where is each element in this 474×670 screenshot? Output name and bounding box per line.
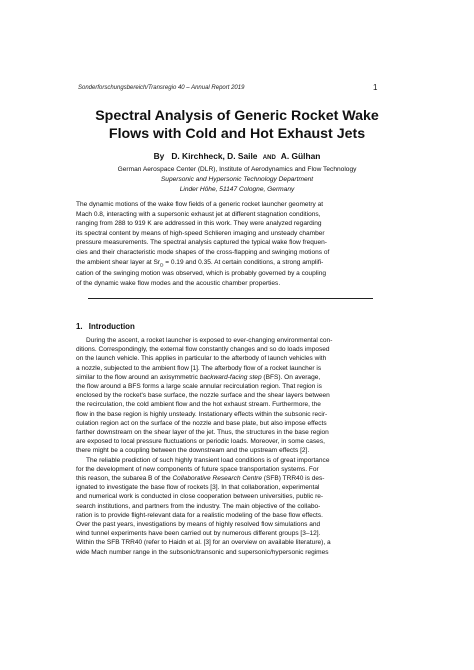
body-line: culation region act on the surface of the nozzle and base plate, but also impose effects xyxy=(76,419,327,427)
paper-title xyxy=(40,107,434,143)
title-line-1: Spectral Analysis of Generic Rocket Wake xyxy=(95,108,379,124)
body-line: ration is to provide flight-relevant data for a realistic modeling of the base flow effects. xyxy=(76,511,323,519)
body-line: a nozzle, subjected to the ambient flow [1]. The afterbody flow of a rocket launcher is xyxy=(76,364,322,372)
body-line: enclosed by the rocket's base surface, the nozzle surface and the shear layers between xyxy=(76,392,330,400)
affiliation-line-1: German Aerospace Center (DLR), Institute of Aerodynamics and Flow Technology xyxy=(117,166,357,173)
author-by: By xyxy=(153,151,165,161)
body-line: the flow around a BFS forms a large scale annular recirculation region. That region is xyxy=(76,383,322,391)
body-line: Over the past years, investigations by means of highly resolved flow simulations and xyxy=(76,521,321,529)
body-line: farther downstream on the shear layer of the jet. Thus, the structures in the base region xyxy=(76,429,329,437)
section-number: 1. xyxy=(76,322,83,331)
abstract-line: Mach 0.8, interacting with a supersonic exhaust jet at different stagnation conditions, xyxy=(76,210,321,218)
abstract-line: its spectral content by means of high-speed Schlieren imaging and unsteady chamber xyxy=(76,229,325,237)
body-line: are exposed to local pressure fluctuations or periodic loads. Moreover, in some cases, xyxy=(76,438,325,446)
body-line: During the ascent, a rocket launcher is exposed to ever-changing environmental con- xyxy=(86,337,333,344)
title-line-2: Flows with Cold and Hot Exhaust Jets xyxy=(108,126,366,142)
body-line: search institutions, and partners from the industry. The main objective of the collabo- xyxy=(76,502,321,510)
abstract-line xyxy=(76,258,401,270)
section-heading xyxy=(76,322,135,331)
affiliation-line-2: Supersonic and Hypersonic Technology Department xyxy=(160,175,314,183)
body-line: and numerical work is conducted in close cooperation between universities, public re- xyxy=(76,493,324,501)
body-text: this reason, the subarea B of the xyxy=(76,475,173,483)
body-line: Within the SFB TRR40 (refer to Haidn et al. [3] for an overview on available literature), a xyxy=(76,539,331,547)
body-line: The reliable prediction of such highly transient load conditions is of great importance xyxy=(86,456,330,464)
body-line: the recirculation, the cold ambient flow and the hot exhaust stream. Furthermore, the xyxy=(76,401,321,409)
author-and: AND xyxy=(262,155,276,161)
abstract-line: The dynamic motions of the wake flow fields of a generic rocket launcher geometry at xyxy=(76,201,324,208)
body-line: there might be a coupling between the downstream and the upstream effects [2]. xyxy=(76,447,310,455)
author-names-a: D. Kirchheck, D. Saile xyxy=(171,151,258,161)
body-line: on the launch vehicle. This applies in particular to the afterbody of launch vehicles with xyxy=(76,355,327,363)
abstract-line: ranging from 288 to 919 K are addressed in this work. They were analyzed regarding xyxy=(76,220,322,228)
section-title: Introduction xyxy=(88,322,135,331)
body-line: flow in the base region is highly unsteady. Instationary effects within the subsonic recir- xyxy=(76,410,328,418)
body-line: ignated to investigate the base flow of rockets [3]. In that collaboration, experimental xyxy=(76,484,320,492)
abstract-line: of the dynamic wake flow modes and the acoustic chamber properties. xyxy=(76,280,281,288)
body-text: similar to the flow around an axisymmetric xyxy=(76,373,200,381)
section-body xyxy=(76,336,401,557)
subscript-d: D xyxy=(160,261,164,267)
page-number: 1 xyxy=(373,83,378,92)
body-italic: backward-facing step xyxy=(199,373,262,381)
affiliation-line-3: Linder Höhe, 51147 Cologne, Germany xyxy=(179,185,295,193)
abstract xyxy=(76,200,401,289)
section-divider xyxy=(88,298,373,299)
body-line: for the development of new components of future space transportation systems. For xyxy=(76,465,319,473)
body-line xyxy=(76,474,401,483)
body-italic: Collaborative Research Centre xyxy=(172,475,262,483)
abstract-text: the ambient shear layer at Sr xyxy=(76,258,161,266)
body-text: (BFS). On average, xyxy=(261,373,321,381)
author-line xyxy=(40,151,434,161)
abstract-line: cation of the swinging motion was observed, which is probably governed by a coupling xyxy=(76,270,327,278)
abstract-line: pressure measurements. The spectral analysis captured the typical wake flow frequen- xyxy=(76,239,327,247)
abstract-text: = 0.19 and 0.35. At certain conditions, a strong amplifi- xyxy=(163,258,324,266)
running-head: Sonderforschungsbereich/Transregio 40 – Annual Report 2019 xyxy=(78,85,245,91)
body-text: (SFB) TRR40 is des- xyxy=(261,475,325,483)
affiliation xyxy=(40,165,434,194)
abstract-line: cies and their characteristic mode shapes of the cross-flapping and swinging motions of xyxy=(76,248,330,256)
body-line: wide Mach number range in the subsonic/transonic and supersonic/hypersonic regimes xyxy=(76,548,329,556)
body-line: wind tunnel experiments have been carried out by numerous different groups [3–12]. xyxy=(76,530,321,538)
author-names-b: A. Gülhan xyxy=(280,151,321,161)
body-line: ditions. Correspondingly, the external flow constantly changes and so do loads imposed xyxy=(76,346,330,354)
body-line xyxy=(76,373,401,382)
